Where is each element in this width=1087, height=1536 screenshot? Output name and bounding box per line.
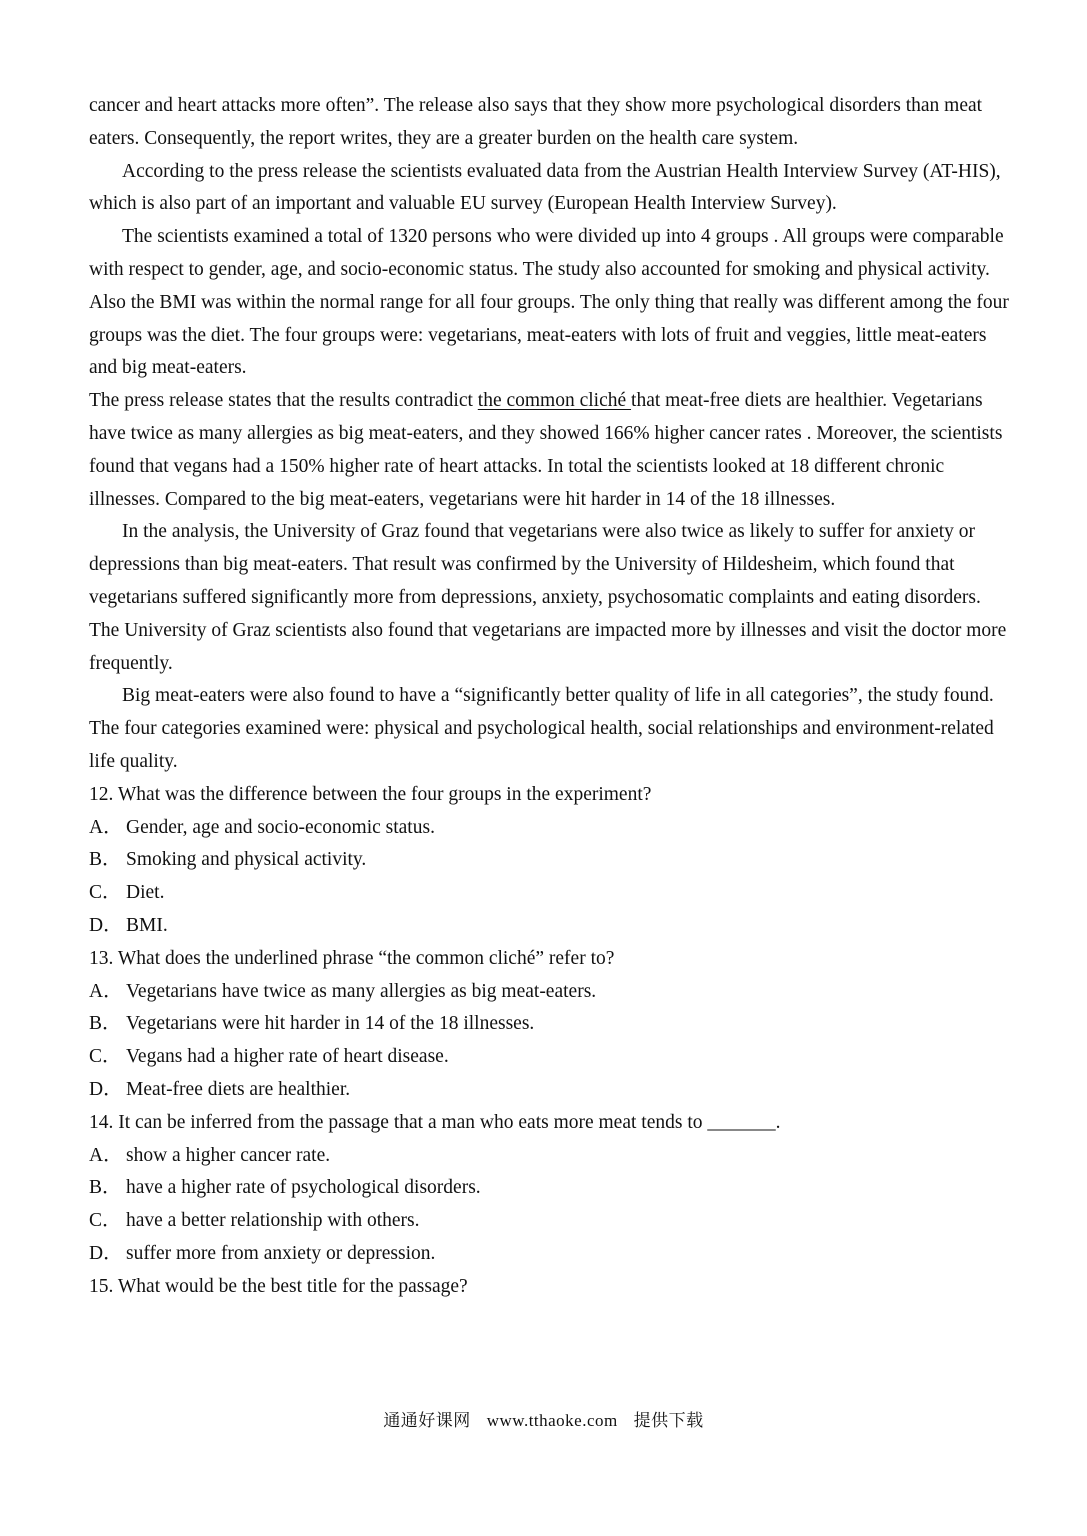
option-b bbox=[89, 844, 1014, 877]
question-stem: 15. What would be the best title for the passage? bbox=[89, 1275, 468, 1297]
option-c bbox=[89, 1205, 1014, 1238]
option-text: have a better relationship with others. bbox=[126, 1210, 420, 1232]
passage-paragraph: cancer and heart attacks more often”. The release also says that they show more psychological disorders than meat eaters. Consequently, the report writes, they are a greater burden on the health care system. bbox=[89, 95, 983, 149]
page-footer bbox=[0, 1406, 1087, 1431]
passage-paragraph: In the analysis, the University of Graz found that vegetarians were also twice as likely to suffer for anxiety or depressions than big meat-eaters. That result was confirmed by the University of Hildesheim, which found that vegetarians suffered significantly more from depressions, anxiety, psychosomatic complaints and eating disorders. The University of Graz scientists also found that vegetarians are impacted more by illnesses and visit the doctor more frequently. bbox=[89, 521, 1007, 674]
footer-url: www.tthaoke.com bbox=[486, 1411, 618, 1430]
option-a bbox=[89, 812, 1014, 845]
question-stem: 14. It can be inferred from the passage that a man who eats more meat tends to _______. bbox=[89, 1111, 781, 1133]
option-text: suffer more from anxiety or depression. bbox=[126, 1242, 436, 1264]
option-c bbox=[89, 877, 1014, 910]
option-text: Diet. bbox=[126, 882, 165, 904]
option-d bbox=[89, 910, 1014, 943]
question-15 bbox=[89, 1271, 1014, 1304]
passage-text: that meat-free diets are healthier. Vegetarians have twice as many allergies as big meat-eaters, and they showed 166% higher cancer rates . Moreover, the scientists found that vegans had a 150% higher rate of heart attacks. In total the scientists looked at 18 different chronic illnesses. Compared to the big meat-eaters, vegetarians were hit harder in 14 of the 18 illnesses. bbox=[89, 390, 1003, 510]
option-b bbox=[89, 1172, 1014, 1205]
footer-site-name: 通通好课网 bbox=[383, 1411, 471, 1431]
option-text: BMI. bbox=[126, 914, 168, 936]
question-14 bbox=[89, 1107, 1014, 1271]
option-letter: A． bbox=[89, 1144, 123, 1166]
option-b bbox=[89, 1008, 1014, 1041]
option-text: Vegetarians were hit harder in 14 of the 18 illnesses. bbox=[126, 1013, 535, 1035]
option-text: Smoking and physical activity. bbox=[126, 849, 367, 871]
option-letter: D． bbox=[89, 1242, 123, 1264]
option-c bbox=[89, 1041, 1014, 1074]
passage-text: The press release states that the results contradict bbox=[89, 390, 478, 412]
document-page bbox=[89, 90, 1014, 1303]
footer-note: 提供下载 bbox=[633, 1411, 704, 1431]
underlined-phrase: the common cliché bbox=[477, 390, 632, 412]
question-13 bbox=[89, 943, 1014, 1107]
option-letter: B． bbox=[89, 1177, 122, 1199]
option-letter: A． bbox=[89, 980, 123, 1002]
option-a bbox=[89, 976, 1014, 1009]
option-letter: D． bbox=[89, 914, 123, 936]
option-text: Vegetarians have twice as many allergies as big meat-eaters. bbox=[126, 980, 597, 1002]
question-stem: 12. What was the difference between the four groups in the experiment? bbox=[89, 783, 652, 805]
option-d bbox=[89, 1074, 1014, 1107]
passage-paragraph: According to the press release the scientists evaluated data from the Austrian Health Interview Survey (AT-HIS), which is also part of an important and valuable EU survey (European Health Interview Survey). bbox=[89, 160, 1001, 215]
passage-paragraph bbox=[89, 385, 1014, 516]
option-letter: C． bbox=[89, 882, 122, 904]
option-letter: B． bbox=[89, 1013, 122, 1035]
option-letter: C． bbox=[89, 1210, 122, 1232]
question-12 bbox=[89, 779, 1014, 943]
option-d bbox=[89, 1238, 1014, 1271]
option-text: have a higher rate of psychological disorders. bbox=[126, 1177, 481, 1199]
option-letter: B． bbox=[89, 849, 122, 871]
option-text: show a higher cancer rate. bbox=[126, 1144, 331, 1166]
passage-paragraph: The scientists examined a total of 1320 persons who were divided up into 4 groups . All groups were comparable with respect to gender, age, and socio-economic status. The study also accounted for smoking and physical activity. Also the BMI was within the normal range for all four groups. The only thing that really was different among the four groups was the diet. The four groups were: vegetarians, meat-eaters with lots of fruit and veggies, little meat-eaters and big meat-eaters. bbox=[89, 226, 1009, 379]
option-letter: C． bbox=[89, 1046, 122, 1068]
option-text: Gender, age and socio-economic status. bbox=[126, 816, 435, 838]
option-letter: D． bbox=[89, 1078, 123, 1100]
passage-paragraph: Big meat-eaters were also found to have a “significantly better quality of life in all categories”, the study found. The four categories examined were: physical and psychological health, social relationships and environment-related life quality. bbox=[89, 685, 994, 772]
option-text: Vegans had a higher rate of heart disease. bbox=[126, 1046, 449, 1068]
option-letter: A． bbox=[89, 816, 123, 838]
option-a bbox=[89, 1140, 1014, 1173]
option-text: Meat-free diets are healthier. bbox=[126, 1078, 351, 1100]
question-stem: 13. What does the underlined phrase “the common cliché” refer to? bbox=[89, 947, 615, 969]
